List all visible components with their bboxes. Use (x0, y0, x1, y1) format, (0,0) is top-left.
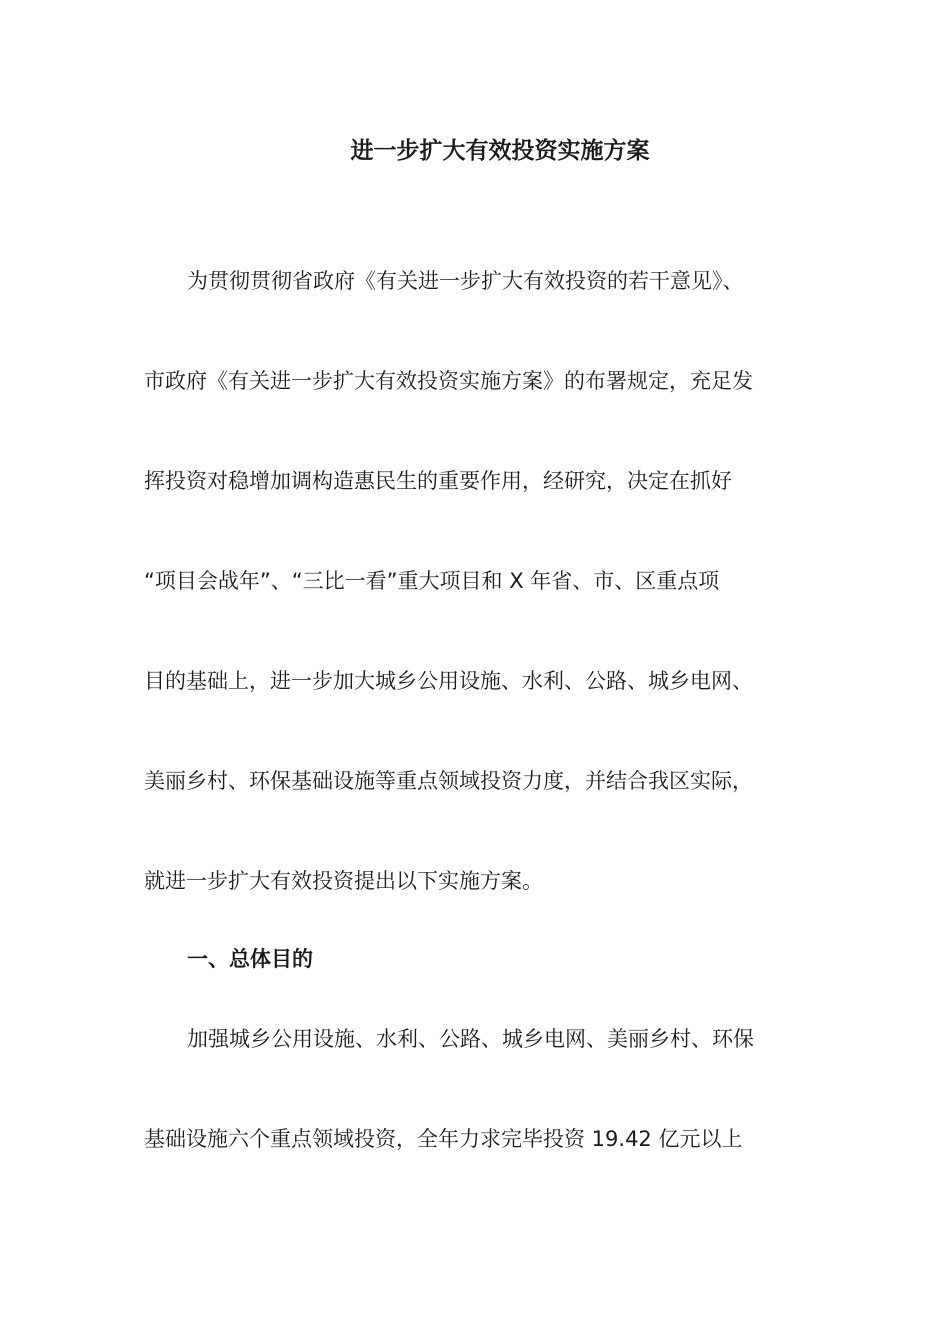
paragraph-line: 就进一步扩大有效投资提出以下实施方案。 (144, 869, 543, 893)
paragraph-line: 市政府《有关进一步扩大有效投资实施方案》的布署规定，充足发 (144, 369, 753, 393)
paragraph-line: 加强城乡公用设施、水利、公路、城乡电网、美丽乡村、环保 (187, 1027, 754, 1051)
document-title: 进一步扩大有效投资实施方案 (350, 138, 650, 164)
paragraph-line: 美丽乡村、环保基础设施等重点领域投资力度，并结合我区实际， (144, 769, 753, 793)
paragraph-line: 挥投资对稳增加调构造惠民生的重要作用，经研究，决定在抓好 (144, 469, 732, 493)
paragraph-line: 基础设施六个重点领域投资，全年力求完毕投资 19.42 亿元以上 (144, 1127, 743, 1151)
paragraph-line: 为贯彻贯彻省政府《有关进一步扩大有效投资的若干意见》、 (187, 269, 744, 293)
paragraph-line: 目的基础上，进一步加大城乡公用设施、水利、公路、城乡电网、 (144, 669, 753, 693)
section-heading: 一、总体目的 (187, 947, 313, 971)
paragraph-line: “项目会战年”、“三比一看”重大项目和 X 年省、市、区重点项 (144, 569, 720, 593)
